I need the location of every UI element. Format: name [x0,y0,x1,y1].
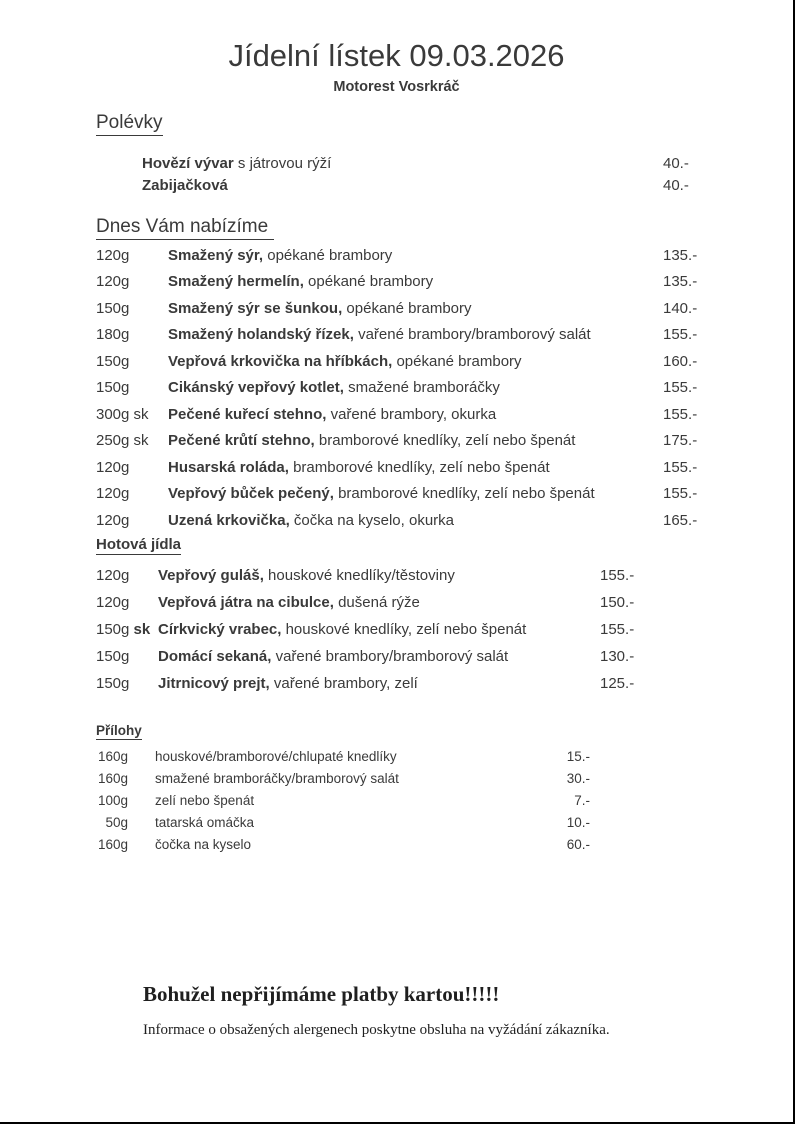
item-weight: 150g [96,648,130,665]
section-heading-hotova: Hotová jídla [96,536,182,553]
section-heading-daily: Dnes Vám nabízíme [96,216,274,240]
item-desc: čočka na kyselo [155,836,252,852]
item-name: Smažený holandský řízek, [168,326,354,344]
item-price: 135.- [663,273,698,291]
item-desc: opékané brambory [303,273,434,291]
menu-item-row [96,174,723,196]
item-name: Cikánský vepřový kotlet, [168,379,344,397]
item-desc: vařené brambory/bramborový salát [271,648,509,665]
menu-item-row [96,242,723,269]
item-weight: 50g [105,814,128,830]
menu-item-row [96,152,723,174]
item-desc: dušená rýže [333,594,420,611]
item-price: 175.- [663,432,698,450]
item-weight: 160g [97,836,128,852]
item-weight: 120g [96,485,130,503]
item-price: 135.- [663,246,698,264]
item-name: Jitrnicový prejt, [158,675,270,692]
item-price: 140.- [663,299,698,317]
section-heading-soups: Polévky [96,112,163,136]
item-desc: bramborové knedlíky, zelí nebo špenát [314,432,576,450]
item-price: 150.- [600,594,635,611]
item-desc: opékané brambory [263,246,393,264]
menu-item-row [96,643,660,670]
item-desc: bramborové knedlíky, zelí nebo špenát [333,485,595,503]
item-name: Husarská roláda, [168,458,289,476]
menu-item-row [96,322,723,349]
menu-item-row [96,295,723,322]
item-weight: 250g sk [96,432,149,450]
menu-item-row [96,507,723,534]
menu-item-row [96,454,723,481]
item-price: 7.- [574,792,590,808]
item-desc: vařené brambory, zelí [269,675,418,692]
item-price: 155.- [600,621,635,638]
item-name: Vepřová krkovička na hříbkách, [168,352,393,370]
item-price: 155.- [663,405,698,423]
menu-item-row [96,616,660,643]
item-weight: 120g [96,246,130,264]
item-price: 125.- [600,675,635,692]
menu-item-row [96,269,723,296]
item-desc: čočka na kyselo, okurka [289,511,454,529]
menu-item-row [96,670,660,697]
item-weight: 100g [97,792,128,808]
menu-item-row [96,562,660,589]
item-weight: 150g [96,352,130,370]
item-price: 30.- [566,770,590,786]
item-weight: 120g [96,458,130,476]
restaurant-name: Motorest Vosrkráč [333,79,460,95]
item-desc: opékané brambory [392,352,522,370]
menu-item-row [96,767,590,789]
item-price: 160.- [663,352,698,370]
item-weight: 160g [97,770,128,786]
item-weight: 120g [96,273,130,291]
menu-item-row [96,401,723,428]
item-price: 60.- [566,836,590,852]
menu-item-row [96,481,723,508]
item-desc: smažené bramboráčky/bramborový salát [155,770,399,786]
item-name: Smažený sýr se šunkou, [168,299,343,317]
item-price: 155.- [663,326,698,344]
item-desc: houskové knedlíky/těstoviny [263,567,455,584]
item-name: Zabijačková [142,176,228,194]
item-weight: 150g [96,379,130,397]
item-price: 155.- [663,379,698,397]
item-weight: 150g [96,299,130,317]
item-weight: 160g [97,748,128,764]
menu-item-row [96,745,590,767]
item-name: Smažený sýr, [168,246,264,264]
item-weight: 120g [96,511,130,529]
allergen-info: Informace o obsažených alergenech poskytne obsluha na vyžádání zákazníka. [143,1022,610,1038]
item-weight: 300g sk [96,405,149,423]
item-price: 155.- [600,567,635,584]
item-desc: houskové/bramborové/chlupaté knedlíky [155,748,397,764]
menu-item-row [96,375,723,402]
item-name: Církvický vrabec, [158,621,282,638]
item-desc: s játrovou rýží [233,154,332,172]
item-name: Domácí sekaná, [158,648,272,665]
item-price: 155.- [663,458,698,476]
item-weight: 180g [96,326,130,344]
item-desc: houskové knedlíky, zelí nebo špenát [281,621,527,638]
item-desc: zelí nebo špenát [155,792,255,808]
item-name: Uzená krkovička, [168,511,290,529]
menu-item-row [96,589,660,616]
item-weight: 150g sk [96,621,151,638]
menu-item-row [96,811,590,833]
item-name: Vepřový bůček pečený, [168,485,334,503]
item-price: 15.- [566,748,590,764]
no-card-payment-notice: Bohužel nepřijímáme platby kartou!!!!! [143,982,500,1006]
section-soups [96,152,723,196]
item-weight: 150g [96,675,130,692]
item-name: Pečené kuřecí stehno, [168,405,327,423]
item-name: Vepřový guláš, [158,567,264,584]
item-weight: 120g [96,594,130,611]
item-desc: tatarská omáčka [155,814,255,830]
item-price: 40.- [663,176,689,194]
section-heading-prilohy: Přílohy [96,723,142,738]
item-name: Vepřová játra na cibulce, [158,594,334,611]
item-desc: vařené brambory, okurka [326,405,497,423]
section-prilohy [96,745,590,855]
item-name: Smažený hermelín, [168,273,304,291]
section-daily [96,242,723,534]
item-weight: 120g [96,567,130,584]
item-name: Pečené krůtí stehno, [168,432,315,450]
item-desc: opékané brambory [342,299,472,317]
item-price: 40.- [663,154,689,172]
item-price: 155.- [663,485,698,503]
item-price: 165.- [663,511,698,529]
item-price: 10.- [566,814,590,830]
item-desc: vařené brambory/bramborový salát [353,326,591,344]
item-name: Hovězí vývar [142,154,234,172]
menu-item-row [96,789,590,811]
section-hotova [96,562,660,697]
page-title: Jídelní lístek 09.03.2026 [228,38,565,73]
menu-item-row [96,428,723,455]
item-price: 130.- [600,648,635,665]
menu-item-row [96,348,723,375]
item-desc: smažené bramboráčky [343,379,500,397]
item-desc: bramborové knedlíky, zelí nebo špenát [288,458,550,476]
menu-item-row [96,833,590,855]
